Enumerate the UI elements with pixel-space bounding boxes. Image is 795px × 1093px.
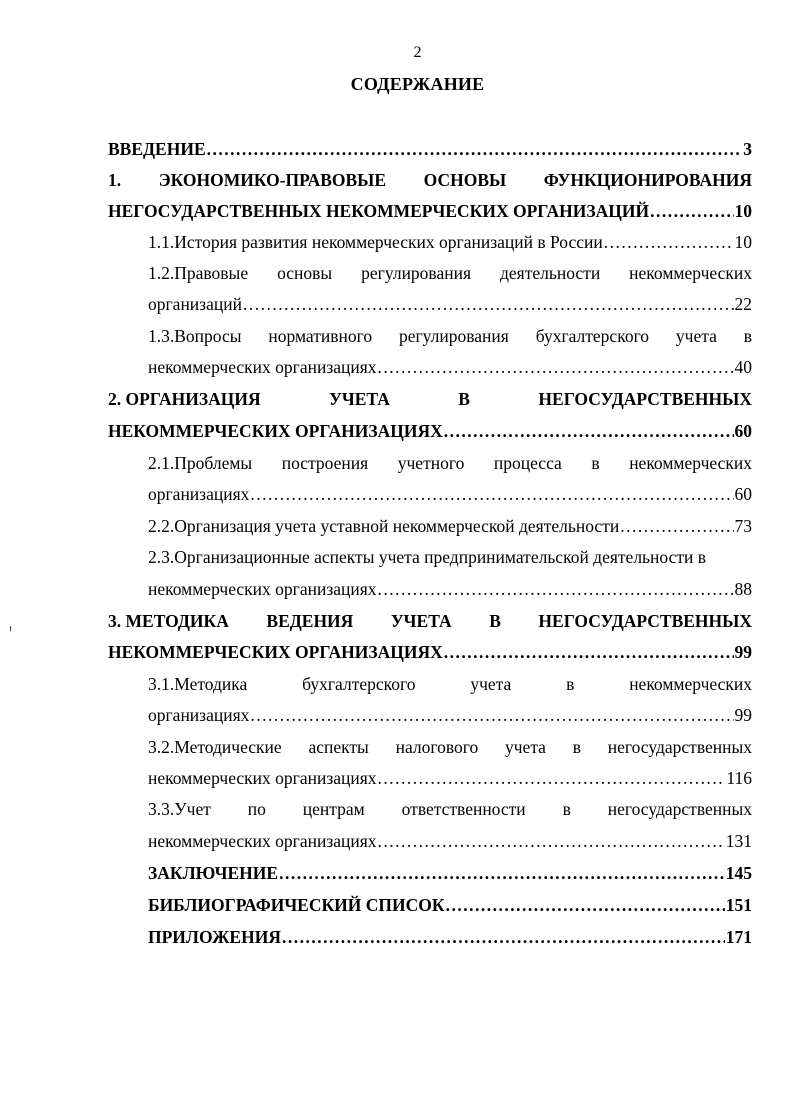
toc-word: 1.3.Вопросы (148, 326, 242, 346)
toc-entry-label: организаций (148, 294, 242, 314)
toc-entry-label: НЕГОСУДАРСТВЕННЫХ НЕКОММЕРЧЕСКИХ ОРГАНИЗАЦИЙ (108, 201, 650, 221)
toc-word: В (458, 389, 470, 409)
toc-word: 3.2.Методические (148, 737, 282, 757)
toc-section-3-2-line1[interactable] (148, 735, 752, 759)
page-title: СОДЕРЖАНИЕ (350, 74, 485, 94)
toc-section-3-3-line2[interactable] (148, 829, 752, 853)
toc-section-1-3-line1[interactable] (148, 324, 752, 348)
toc-word: бухгалтерского (302, 674, 416, 694)
toc-entry-label: ЗАКЛЮЧЕНИЕ (148, 863, 279, 883)
dot-leader (378, 355, 734, 379)
toc-entry-label: 2.2.Организация учета уставной некоммерческой деятельности (148, 516, 620, 536)
toc-chapter-2-line2[interactable] (108, 419, 752, 443)
toc-page-number: 131 (725, 831, 752, 851)
toc-word: регулирования (398, 326, 509, 346)
toc-section-1-2-line1[interactable] (148, 261, 752, 285)
toc-word: в (572, 737, 581, 757)
toc-page-number: 151 (725, 895, 752, 915)
toc-chapter-1-line1[interactable] (108, 168, 752, 192)
dot-leader (250, 482, 733, 506)
toc-word: центрам (302, 799, 365, 819)
toc-page-number: 10 (734, 201, 752, 221)
toc-page-number: 171 (725, 927, 752, 947)
toc-page-number: 73 (734, 516, 752, 536)
toc-entry-introduction[interactable] (108, 137, 752, 161)
dot-leader (243, 292, 734, 316)
toc-word: УЧЕТА (329, 389, 390, 409)
toc-word: 2.1.Проблемы (148, 453, 253, 473)
toc-entry-label: 1.1.История развития некоммерческих организаций в России (148, 232, 603, 252)
toc-section-2-3-line2[interactable] (148, 577, 752, 601)
dot-leader (378, 829, 725, 853)
toc-entry-label: некоммерческих организациях (148, 579, 377, 599)
toc-word: основы (277, 263, 333, 283)
toc-entry-conclusion[interactable] (148, 861, 752, 885)
toc-page-number: 60 (734, 484, 752, 504)
toc-word: 3.3.Учет (148, 799, 211, 819)
toc-word: ФУНКЦИОНИРОВАНИЯ (543, 170, 752, 190)
toc-page-number: 3 (743, 139, 752, 159)
toc-word: 3. МЕТОДИКА (108, 611, 229, 631)
toc-word: учетного (397, 453, 465, 473)
toc-page-number: 40 (734, 357, 752, 377)
toc-chapter-1-line2[interactable] (108, 199, 752, 223)
toc-entry-label: некоммерческих организациях (148, 768, 377, 788)
toc-word: 1.2.Правовые (148, 263, 249, 283)
toc-entry-label: организациях (148, 705, 250, 725)
toc-word: учета (470, 674, 512, 694)
toc-word: ЭКОНОМИКО-ПРАВОВЫЕ (158, 170, 387, 190)
toc-entry-label: ВВЕДЕНИЕ (108, 139, 206, 159)
toc-word: учета (505, 737, 546, 757)
toc-word: в (743, 326, 752, 346)
toc-word: 1. (108, 170, 122, 190)
toc-word: негосударственных (607, 737, 752, 757)
toc-page-number: 116 (726, 768, 752, 788)
toc-section-3-1-line2[interactable] (148, 703, 752, 727)
toc-section-2-2[interactable] (148, 514, 752, 538)
toc-entry-label: организациях (148, 484, 250, 504)
toc-entry-label: некоммерческих организациях (148, 831, 377, 851)
toc-word: 2. ОРГАНИЗАЦИЯ (108, 389, 261, 409)
toc-section-1-2-line2[interactable] (148, 292, 752, 316)
toc-word: учета (675, 326, 717, 346)
toc-entry-bibliography[interactable] (148, 893, 752, 917)
toc-page-number: 10 (734, 232, 752, 252)
toc-chapter-3-line2[interactable] (108, 640, 752, 664)
toc-entry-label: ПРИЛОЖЕНИЯ (148, 927, 281, 947)
toc-word: ОСНОВЫ (423, 170, 507, 190)
dot-leader (207, 137, 743, 161)
dot-leader (250, 703, 733, 727)
toc-word: ВЕДЕНИЯ (266, 611, 354, 631)
dot-leader (282, 925, 725, 949)
toc-section-1-3-line2[interactable] (148, 355, 752, 379)
toc-chapter-3-line1[interactable] (108, 609, 752, 633)
toc-page-number: 99 (734, 642, 752, 662)
dot-leader (279, 861, 725, 885)
dot-leader (444, 640, 734, 664)
toc-word: налогового (395, 737, 479, 757)
dot-leader (444, 419, 734, 443)
toc-word: некоммерческих (629, 674, 752, 694)
toc-page-number: 99 (734, 705, 752, 725)
toc-word: аспекты (308, 737, 369, 757)
toc-word: некоммерческих (629, 453, 752, 473)
toc-word: бухгалтерского (535, 326, 650, 346)
toc-section-3-3-line1[interactable] (148, 797, 752, 821)
toc-word: в (566, 674, 575, 694)
toc-entry-label: БИБЛИОГРАФИЧЕСКИЙ СПИСОК (148, 895, 445, 915)
toc-word: 3.1.Методика (148, 674, 248, 694)
toc-word: УЧЕТА (390, 611, 452, 631)
toc-word: построения (281, 453, 369, 473)
scan-speck (10, 626, 11, 631)
toc-word: НЕГОСУДАРСТВЕННЫХ (538, 611, 752, 631)
toc-entry-label: 2.3.Организационные аспекты учета предпринимательской деятельности в (148, 547, 707, 567)
toc-word: некоммерческих (629, 263, 752, 283)
toc-word: процесса (493, 453, 562, 473)
dot-leader (650, 199, 733, 223)
toc-word: НЕГОСУДАРСТВЕННЫХ (538, 389, 752, 409)
toc-word: негосударственных (607, 799, 752, 819)
toc-word: в (562, 799, 571, 819)
toc-section-3-2-line2[interactable] (148, 766, 752, 790)
dot-leader (620, 514, 733, 538)
toc-entry-label: НЕКОММЕРЧЕСКИХ ОРГАНИЗАЦИЯХ (108, 421, 443, 441)
toc-word: в (591, 453, 600, 473)
toc-page-number: 22 (734, 294, 752, 314)
toc-page-number: 145 (725, 863, 752, 883)
toc-entry-appendices[interactable] (148, 925, 752, 949)
toc-section-3-1-line1[interactable] (148, 672, 752, 696)
dot-leader (446, 893, 725, 917)
toc-word: по (247, 799, 266, 819)
toc-entry-label: некоммерческих организациях (148, 357, 377, 377)
toc-word: регулирования (361, 263, 472, 283)
toc-section-1-1[interactable] (148, 230, 752, 254)
toc-word: деятельности (500, 263, 601, 283)
toc-page-number: 88 (734, 579, 752, 599)
toc-word: нормативного (268, 326, 373, 346)
toc-entry-label: НЕКОММЕРЧЕСКИХ ОРГАНИЗАЦИЯХ (108, 642, 443, 662)
dot-leader (604, 230, 734, 254)
toc-page-number: 60 (734, 421, 752, 441)
toc-word: В (489, 611, 501, 631)
toc-section-2-1-line2[interactable] (148, 482, 752, 506)
toc-word: ответственности (401, 799, 526, 819)
dot-leader (378, 766, 726, 790)
toc-chapter-2-line1[interactable] (108, 387, 752, 411)
dot-leader (378, 577, 734, 601)
page-number: 2 (413, 44, 422, 61)
toc-section-2-3-line1[interactable] (148, 545, 752, 569)
toc-section-2-1-line1[interactable] (148, 451, 752, 475)
